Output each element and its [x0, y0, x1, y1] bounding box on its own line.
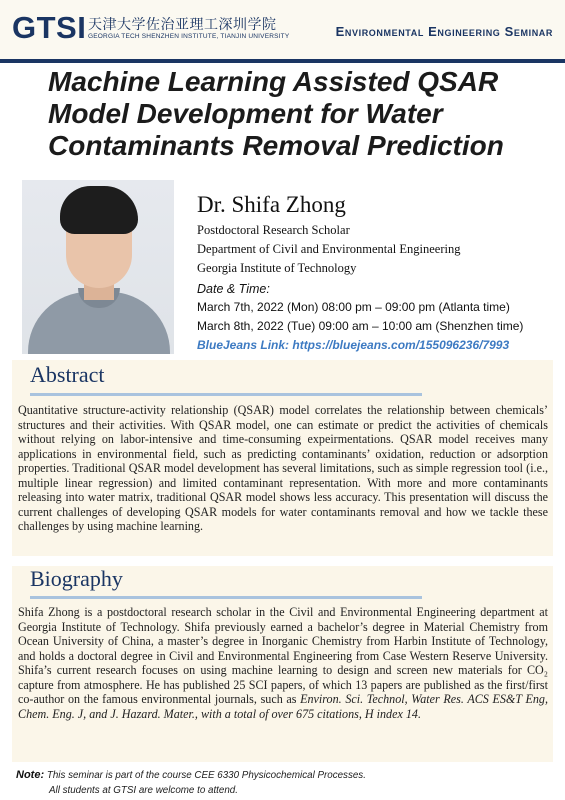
abstract-panel	[12, 360, 553, 556]
speaker-institution: Georgia Institute of Technology	[197, 261, 357, 275]
header-divider	[0, 59, 565, 63]
biography-rule	[30, 596, 422, 599]
speaker-position: Postdoctoral Research Scholar	[197, 223, 350, 237]
bluejeans-link[interactable]: BlueJeans Link: https://bluejeans.com/155096236/7993	[197, 338, 510, 352]
footer-note	[16, 768, 366, 798]
speaker-department: Department of Civil and Environmental Engineering	[197, 242, 461, 256]
speaker-name: Dr. Shifa Zhong	[197, 192, 346, 217]
biography-journals: Environ. Sci. Technol, Water Res. ACS ES&T Eng, Chem. Eng. J, and J. Hazard. Mater., with a total of over 675 citations, H index 14.	[18, 692, 548, 721]
gtsi-logo: GTSI	[12, 10, 87, 45]
header-bar	[0, 0, 565, 60]
abstract-rule	[30, 393, 422, 396]
time-shenzhen: March 8th, 2022 (Tue) 09:00 am – 10:00 am (Shenzhen time)	[197, 319, 524, 333]
abstract-heading: Abstract	[30, 362, 105, 387]
biography-panel	[12, 566, 553, 762]
biography-body: Shifa Zhong is a postdoctoral research scholar in the Civil and Environmental Engineering department at Georgia Institute of Technology. Shifa previously earned a bachelor’s degree in Material Chemistry from Ocean University of China, a master’s degree in Inorganic Chemistry from Harbin Institute of Technology, and holds a doctoral degree in Civil and Environmental Engineering from Case Western Reserve University. Shifa’s current research focuses on using machine learning to design and screen new materials for CO₂ capture from atmosphere. He has published 25 SCI papers, of which 13 papers are published as the first/first co-author on the famous environmental journals, such as	[18, 605, 548, 706]
note-line-1: This seminar is part of the course CEE 6330 Physicochemical Processes.	[46, 770, 366, 781]
logo-chinese-name: 天津大学佐治亚理工深圳学院	[88, 17, 277, 33]
logo-english-name: GEORGIA TECH SHENZHEN INSTITUTE, TIANJIN UNIVERSITY	[88, 33, 290, 40]
biography-text	[18, 605, 548, 721]
note-label: Note:	[16, 769, 45, 781]
note-line-2: All students at GTSI are welcome to attend.	[49, 785, 238, 796]
seminar-title: Machine Learning Assisted QSAR Model Development for Water Contaminants Removal Prediction	[48, 66, 504, 161]
abstract-text: Quantitative structure-activity relationship (QSAR) model correlates the relationship between chemicals’ structures and their activities. With QSAR model, one can estimate or predict the activities of chemicals without relying on labor-intensive and time-consuming expeirmentations. QSAR model receives many applications in environmental field, such as predicting contaminants’ oxidation, reduction or adsorption properties. Traditional QSAR model development has several limitations, such as simple regression tool (i.e., multiple linear regression) and limited contaminant representation. With more and more contaminants releasing into water matrix, traditional QSAR model shows less accuracy. This presentation will discuss the current challenges of developing QSAR models for water contaminants removal and how we tackle these challenges by using machine learning.	[18, 403, 548, 533]
biography-heading: Biography	[30, 566, 123, 591]
seminar-series-label: Environmental Engineering Seminar	[335, 24, 553, 39]
time-atlanta: March 7th, 2022 (Mon) 08:00 pm – 09:00 pm (Atlanta time)	[197, 300, 510, 314]
date-time-label: Date & Time:	[197, 282, 270, 296]
speaker-photo	[22, 180, 174, 354]
